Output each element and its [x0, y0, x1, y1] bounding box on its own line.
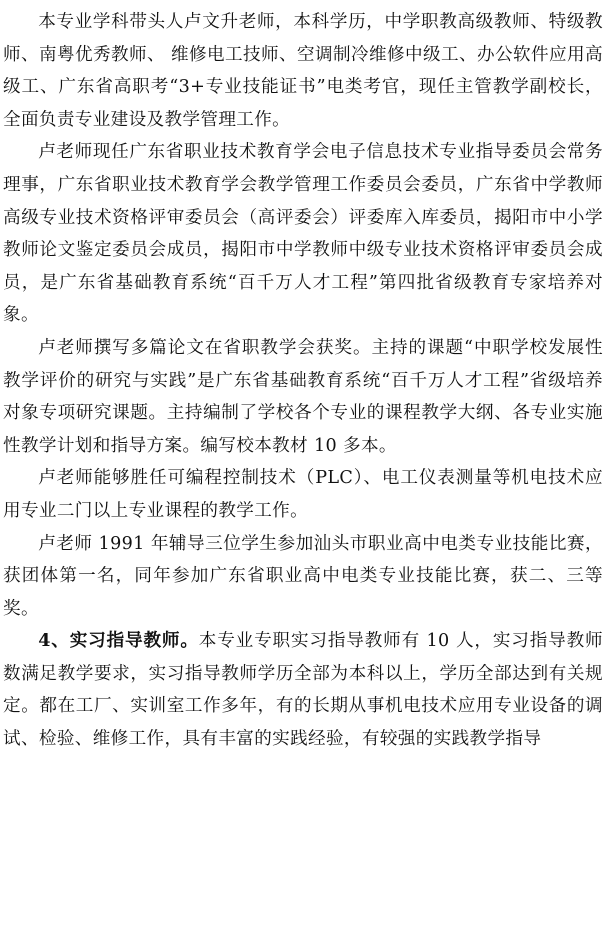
paragraph-leader-awards: 卢老师 1991 年辅导三位学生参加汕头市职业高中电类专业技能比赛，获团体第一名，同年参加广东省职业高中电类专业技能比赛，获二、三等奖。	[3, 533, 603, 619]
paragraph-leader-research: 卢老师撰写多篇论文在省职教学会获奖。主持的课题“中职学校发展性教学评价的研究与实践”是广东省基础教育系统“百千万人才工程”省级培养对象专项研究课题。主持编制了学校各个专业的课程教学大纲、各专业实施性教学计划和指导方案。编写校本教材 10 多本。	[3, 337, 603, 456]
paragraph-practice-instructors	[3, 625, 603, 755]
paragraph-leader-positions: 卢老师现任广东省职业技术教育学会电子信息技术专业指导委员会常务理事，广东省职业技术教育学会教学管理工作委员会委员，广东省中学教师高级专业技术资格评审委员会（高评委会）评委库入库委员，揭阳市中小学教师论文鉴定委员会成员，揭阳市中学教师中级专业技术资格评审委员会成员，是广东省基础教育系统“百千万人才工程”第四批省级教育专家培养对象。	[3, 142, 603, 326]
section-body-practice-instructors: 本专业专职实习指导教师有 10 人，实习指导教师数满足教学要求，实习指导教师学历全部为本科以上，学历全部达到有关规定。都在工厂、实训室工作多年，有的长期从事机电技术应用专业设备的调试、检验、维修工作，具有丰富的实践经验，有较强的实践教学指导	[3, 631, 603, 750]
paragraph-leader-teaching: 卢老师能够胜任可编程控制技术（PLC）、电工仪表测量等机电技术应用专业二门以上专业课程的教学工作。	[3, 468, 603, 521]
paragraph-leader-intro: 本专业学科带头人卢文升老师，本科学历，中学职教高级教师、特级教师、南粤优秀教师、 维修电工技师、空调制冷维修中级工、办公软件应用高级工、广东省高职考“3+专业技能证书”电类考官，现任主管教学副校长，全面负责专业建设及教学管理工作。	[3, 12, 603, 130]
section-heading-practice-instructors: 4、实习指导教师。	[38, 630, 199, 652]
